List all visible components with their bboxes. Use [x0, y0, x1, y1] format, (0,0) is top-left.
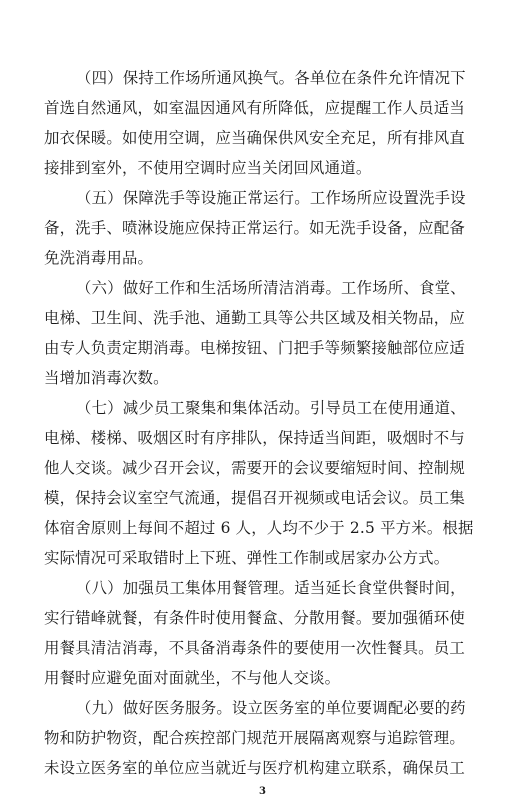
text-line: 首选自然通风，如室温因通风有所降低，应提醒工作人员适当: [44, 99, 465, 117]
text-line: 未设立医务室的单位应当就近与医疗机构建立联系，确保员工: [44, 759, 465, 777]
text-line: 由专人负责定期消毒。电梯按钮、门把手等频繁接触部位应适: [44, 339, 465, 357]
text-line: （七）减少员工聚集和集体活动。引导员工在使用通道、: [76, 399, 466, 417]
text-line: 接排到室外，不使用空调时应当关闭回风通道。: [44, 159, 372, 177]
text-line: 实行错峰就餐，有条件时使用餐盒、分散用餐。要加强循环使: [44, 609, 465, 627]
text-line: 物和防护物资，配合疾控部门规范开展隔离观察与追踪管理。: [44, 729, 465, 747]
text-line: 用餐具清洁消毒，不具备消毒条件的要使用一次性餐具。员工: [44, 639, 465, 657]
text-line: 模，保持会议室空气流通，提倡召开视频或电话会议。员工集: [44, 489, 465, 507]
page-number: 3: [259, 786, 266, 797]
text-line: 电梯、楼梯、吸烟区时有序排队，保持适当间距，吸烟时不与: [44, 429, 465, 447]
text-line: （五）保障洗手等设施正常运行。工作场所应设置洗手设: [76, 189, 466, 207]
text-line: （八）加强员工集体用餐管理。适当延长食堂供餐时间，: [76, 579, 466, 597]
text-line: （六）做好工作和生活场所清洁消毒。工作场所、食堂、: [76, 279, 466, 297]
text-line: 用餐时应避免面对面就坐，不与他人交谈。: [44, 669, 341, 687]
text-line: 电梯、卫生间、洗手池、通勤工具等公共区域及相关物品，应: [44, 309, 465, 327]
text-line: 体宿舍原则上每间不超过 6 人，人均不少于 2.5 平方米。根据: [44, 519, 474, 537]
text-line: 备，洗手、喷淋设施应保持正常运行。如无洗手设备，应配备: [44, 219, 465, 237]
text-line: 当增加消毒次数。: [44, 369, 169, 387]
text-line: 加衣保暖。如使用空调，应当确保供风安全充足，所有排风直: [44, 129, 465, 147]
text-line: 他人交谈。减少召开会议，需要开的会议要缩短时间、控制规: [44, 459, 465, 477]
text-line: 实际情况可采取错时上下班、弹性工作制或居家办公方式。: [44, 549, 450, 567]
text-line: （九）做好医务服务。设立医务室的单位要调配必要的药: [76, 699, 466, 717]
text-line: 免洗消毒用品。: [44, 249, 154, 267]
text-line: （四）保持工作场所通风换气。各单位在条件允许情况下: [76, 69, 466, 87]
